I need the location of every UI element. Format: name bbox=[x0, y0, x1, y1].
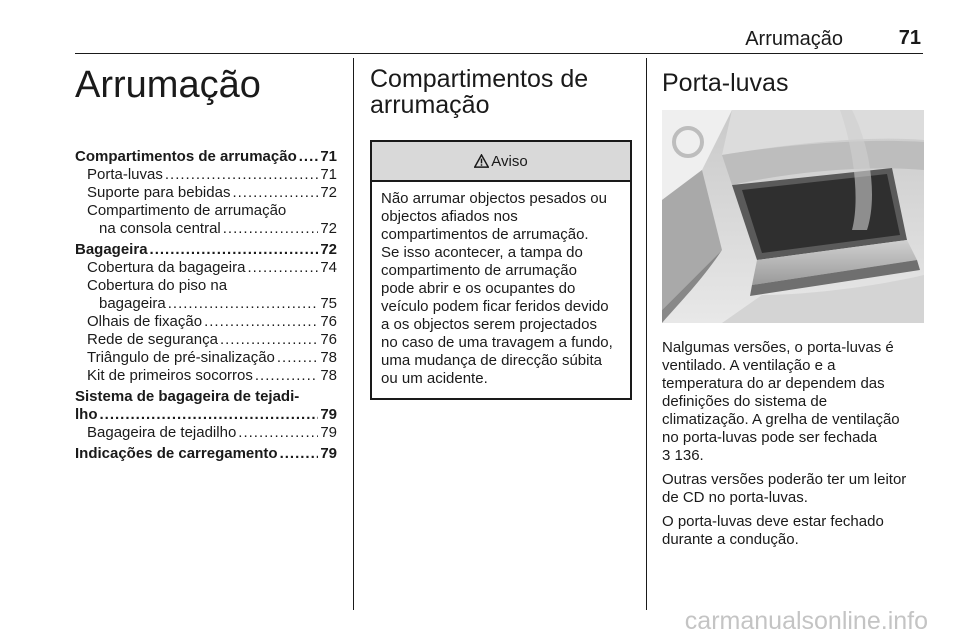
toc-entry-safety-net[interactable]: Rede de segurança ..... 76 bbox=[75, 331, 337, 349]
warning-label: Aviso bbox=[491, 152, 528, 170]
toc-entry-floor-cover[interactable]: bagageira ..... 75 bbox=[75, 295, 337, 313]
section-title-storage: Compartimentos de arrumação bbox=[370, 65, 589, 119]
glovebox-column bbox=[662, 58, 926, 549]
toc-entry-cupholders[interactable]: Suporte para bebidas ..... 72 bbox=[75, 184, 337, 202]
toc-entry-console-line1[interactable]: Compartimento de arrumação bbox=[87, 202, 287, 219]
column-divider-1 bbox=[353, 58, 354, 610]
storage-column bbox=[370, 58, 632, 400]
toc-entry-loading-info[interactable]: Indicações de carregamento ..... 79 bbox=[75, 445, 337, 463]
page-reference-link[interactable]: 3 136. bbox=[662, 447, 704, 464]
toc-column bbox=[75, 58, 337, 463]
toc-entry-storage-compartments[interactable]: Compartimentos de arrumação ..... 71 bbox=[75, 148, 337, 166]
running-title: Arrumação bbox=[745, 28, 843, 50]
glovebox-paragraph-3: O porta-luvas deve estar fechado durante a condução. bbox=[662, 513, 884, 548]
toc-entry-first-aid[interactable]: Kit de primeiros socorros ..... 78 bbox=[75, 367, 337, 385]
toc-entry-load-compartment[interactable]: Bagageira ..... 72 bbox=[75, 241, 337, 259]
page-number: 71 bbox=[898, 27, 921, 49]
glovebox-illustration bbox=[662, 110, 924, 323]
page-header bbox=[75, 24, 923, 52]
toc-entry-roof-rack-line1[interactable]: Sistema de bagageira de tejadi- bbox=[75, 388, 300, 405]
toc-entry-warning-triangle[interactable]: Triângulo de pré-sinalização ..... 78 bbox=[75, 349, 337, 367]
warning-text: Não arrumar objectos pesados ou objectos afiados nos compartimentos de arrumação. Se isso acontecer, a tampa do compartimento de arrumação pode abrir e os ocupantes do veículo podem ficar feridos devido a os objectos serem projectados no caso de uma travagem a fundo, uma mudança de direcção súbita ou um acidente. bbox=[381, 190, 613, 387]
glovebox-paragraph-1: Nalgumas versões, o porta-luvas é ventilado. A ventilação e a temperatura do ar dependem das definições do sistema de climatização. A grelha de ventilação no porta-luvas pode ser fechada 3 136. bbox=[662, 339, 900, 464]
warning-box bbox=[370, 140, 632, 400]
toc-entry-roof-rack-sub[interactable]: Bagageira de tejadilho ..... 79 bbox=[75, 424, 337, 442]
toc-entry-roof-rack[interactable]: lho ..... 79 bbox=[75, 406, 337, 424]
header-rule bbox=[75, 53, 923, 54]
warning-header bbox=[372, 142, 630, 182]
glovebox-paragraph-2: Outras versões poderão ter um leitor de CD no porta-luvas. bbox=[662, 471, 907, 506]
glovebox-photo bbox=[662, 110, 924, 323]
toc-entry-cover[interactable]: Cobertura da bagageira ..... 74 bbox=[75, 259, 337, 277]
chapter-title: Arrumação bbox=[75, 64, 261, 106]
section-title-glovebox: Porta-luvas bbox=[662, 69, 789, 97]
warning-triangle-icon bbox=[474, 154, 489, 168]
column-divider-2 bbox=[646, 58, 647, 610]
toc-entry-floor-cover-line1[interactable]: Cobertura do piso na bbox=[87, 277, 228, 294]
toc-entry-console[interactable]: na consola central ..... 72 bbox=[75, 220, 337, 238]
toc-entry-lashing-eyes[interactable]: Olhais de fixação ..... 76 bbox=[75, 313, 337, 331]
watermark: carmanualsonline.info bbox=[684, 607, 928, 635]
toc-entry-glovebox[interactable]: Porta-luvas ..... 71 bbox=[75, 166, 337, 184]
table-of-contents bbox=[75, 148, 337, 463]
